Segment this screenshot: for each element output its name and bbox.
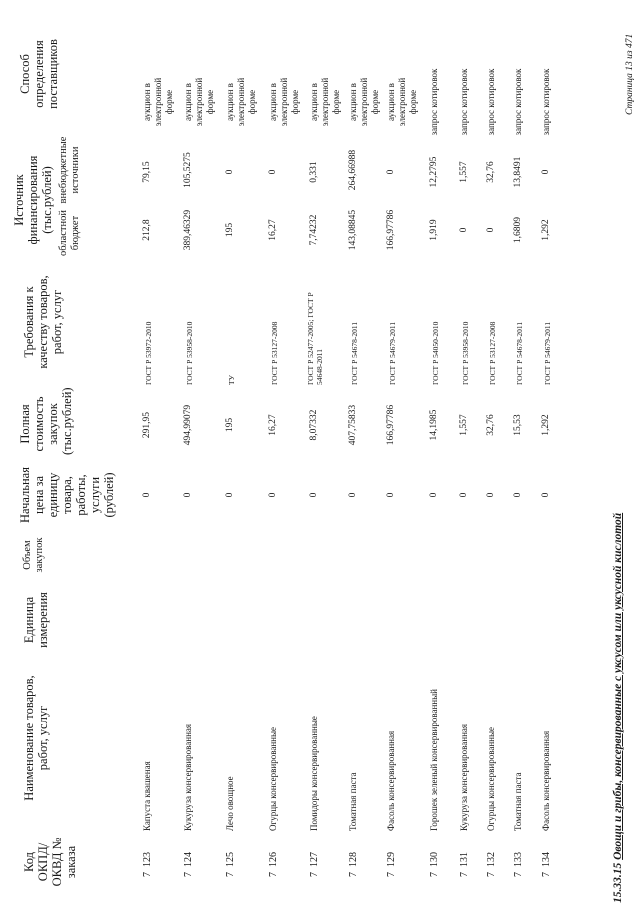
- row-total: 1,292: [541, 414, 551, 436]
- section-heading: [612, 513, 624, 903]
- row-price: 0: [309, 492, 319, 498]
- row-standard: ГОСТ Р 53958-2010: [185, 321, 194, 385]
- row-order-number: 7 130: [429, 852, 440, 877]
- row-standard: ГОСТ Р 54679-2011: [543, 321, 552, 385]
- row-procurement-method: аукцион в электронной форме: [225, 77, 257, 127]
- row-total: 494,99079: [183, 404, 193, 446]
- row-item-name: Капуста квашеная: [142, 761, 152, 831]
- row-procurement-method: аукцион в электронной форме: [142, 77, 174, 127]
- row-regional-budget: 0: [459, 227, 469, 233]
- header-fin-regional: областной бюджет: [58, 210, 81, 256]
- row-item-name: Кукуруза консервированная: [183, 723, 193, 831]
- header-total: Полная стоимость закупок (тыс.рублей): [18, 387, 74, 455]
- row-extra-budget: 79,15: [142, 161, 152, 183]
- header-financing: Источник финансирования (тыс.рублей): [12, 155, 54, 245]
- row-price: 0: [513, 492, 523, 498]
- row-standard: ГОСТ Р 54678-2011: [350, 321, 359, 385]
- row-price: 0: [429, 492, 439, 498]
- row-standard: ГОСТ Р 53972-2010: [144, 321, 153, 385]
- row-procurement-method: аукцион в электронной форме: [309, 77, 341, 127]
- row-regional-budget: 143,08845: [348, 209, 358, 251]
- header-name: Наименование товаров, работ, услуг: [22, 675, 50, 801]
- row-extra-budget: 1,557: [459, 161, 469, 183]
- row-item-name: Фасоль консервированная: [541, 730, 551, 831]
- header-volume: Объем закупок: [22, 537, 45, 573]
- row-total: 14,1985: [429, 409, 439, 441]
- row-extra-budget: 13,8491: [513, 156, 523, 188]
- row-total: 1,557: [459, 414, 469, 436]
- row-price: 0: [348, 492, 358, 498]
- row-procurement-method: аукцион в электронной форме: [183, 77, 215, 127]
- row-total: 407,75833: [348, 404, 358, 446]
- row-standard: ТУ: [227, 375, 236, 385]
- row-item-name: Огурцы консервированные: [268, 726, 278, 831]
- row-regional-budget: 7,74232: [309, 214, 319, 246]
- row-extra-budget: 0,331: [309, 161, 319, 183]
- row-procurement-method: запрос котировок: [459, 68, 469, 136]
- row-extra-budget: 0: [386, 169, 396, 175]
- row-procurement-method: запрос котировок: [541, 68, 551, 136]
- row-extra-budget: 12,2795: [429, 156, 439, 188]
- row-procurement-method: аукцион в электронной форме: [348, 77, 380, 127]
- row-item-name: Томатная паста: [513, 772, 523, 831]
- header-quality: Требования к качеству товаров, работ, услуг: [22, 275, 64, 369]
- row-total: 8,07332: [309, 409, 319, 441]
- row-procurement-method: запрос котировок: [513, 68, 523, 136]
- row-standard: ГОСТ Р 53958-2010: [461, 321, 470, 385]
- section-title: Овощи и грибы, консервированные с уксусом или уксусной кислотой: [612, 512, 624, 860]
- row-price: 0: [386, 492, 396, 498]
- row-price: 0: [183, 492, 193, 498]
- row-regional-budget: 195: [225, 222, 235, 238]
- row-regional-budget: 16,27: [268, 219, 278, 241]
- row-extra-budget: 32,76: [486, 161, 496, 183]
- row-price: 0: [486, 492, 496, 498]
- row-order-number: 7 132: [486, 852, 497, 877]
- row-extra-budget: 264,66988: [348, 149, 358, 191]
- row-total: 32,76: [486, 414, 496, 436]
- row-regional-budget: 1,919: [429, 219, 439, 241]
- row-item-name: Томатная паста: [348, 772, 358, 831]
- row-price: 0: [225, 492, 235, 498]
- row-extra-budget: 105,5275: [183, 152, 193, 188]
- row-standard: ГОСТ Р 54679-2011: [388, 321, 397, 385]
- row-regional-budget: 212,8: [142, 219, 152, 241]
- row-extra-budget: 0: [225, 169, 235, 175]
- header-fin-extra: внебюджетные источники: [58, 136, 81, 204]
- header-method: Способ определения поставщиков: [18, 39, 60, 109]
- row-total: 166,97786: [386, 404, 396, 446]
- row-procurement-method: запрос котировок: [429, 68, 439, 136]
- row-order-number: 7 124: [183, 852, 194, 877]
- row-order-number: 7 129: [386, 852, 397, 877]
- row-item-name: Горошек зеленый консервированный: [429, 689, 439, 831]
- row-item-name: Помидоры консервированные: [309, 716, 319, 831]
- page-number: Страница 13 из 471: [625, 33, 635, 115]
- row-regional-budget: 0: [486, 227, 496, 233]
- row-price: 0: [459, 492, 469, 498]
- row-standard: ГОСТ Р 54678-2011: [515, 321, 524, 385]
- row-total: 195: [225, 417, 235, 433]
- row-total: 15,53: [513, 414, 523, 436]
- row-order-number: 7 128: [348, 852, 359, 877]
- header-code: Код ОКПД/ ОКВД № заказа: [22, 837, 78, 887]
- row-procurement-method: аукцион в электронной форме: [386, 77, 418, 127]
- row-regional-budget: 1,292: [541, 219, 551, 241]
- row-standard: ГОСТ Р 52477-2005; ГОСТ Р 54648-2011: [306, 292, 324, 385]
- row-price: 0: [268, 492, 278, 498]
- row-item-name: Огурцы консервированные: [486, 726, 496, 831]
- row-procurement-method: аукцион в электронной форме: [268, 77, 300, 127]
- row-procurement-method: запрос котировок: [486, 68, 496, 136]
- row-extra-budget: 0: [268, 169, 278, 175]
- row-item-name: Лечо овощное: [225, 776, 235, 831]
- row-order-number: 7 125: [225, 852, 236, 877]
- row-standard: ГОСТ Р 54050-2010: [431, 321, 440, 385]
- row-price: 0: [541, 492, 551, 498]
- row-total: 291,95: [142, 411, 152, 439]
- row-regional-budget: 166,97786: [386, 209, 396, 251]
- row-standard: ГОСТ Р 53127-2008: [270, 321, 279, 385]
- section-code: 15.33.15: [612, 862, 624, 903]
- row-order-number: 7 133: [513, 852, 524, 877]
- row-standard: ГОСТ Р 53127-2008: [488, 321, 497, 385]
- header-unit: Единица измерения: [22, 592, 50, 648]
- row-order-number: 7 134: [541, 852, 552, 877]
- row-item-name: Фасоль консервированная: [386, 730, 396, 831]
- row-total: 16,27: [268, 414, 278, 436]
- row-order-number: 7 131: [459, 852, 470, 877]
- row-extra-budget: 0: [541, 169, 551, 175]
- row-item-name: Кукуруза консервированная: [459, 723, 469, 831]
- row-regional-budget: 389,46329: [183, 209, 193, 251]
- header-price: Начальная цена за единицу товара, работы, услуги (рублей): [18, 467, 116, 523]
- row-order-number: 7 126: [268, 852, 279, 877]
- row-order-number: 7 123: [142, 852, 153, 877]
- row-price: 0: [142, 492, 152, 498]
- row-regional-budget: 1,6809: [513, 216, 523, 244]
- row-order-number: 7 127: [309, 852, 320, 877]
